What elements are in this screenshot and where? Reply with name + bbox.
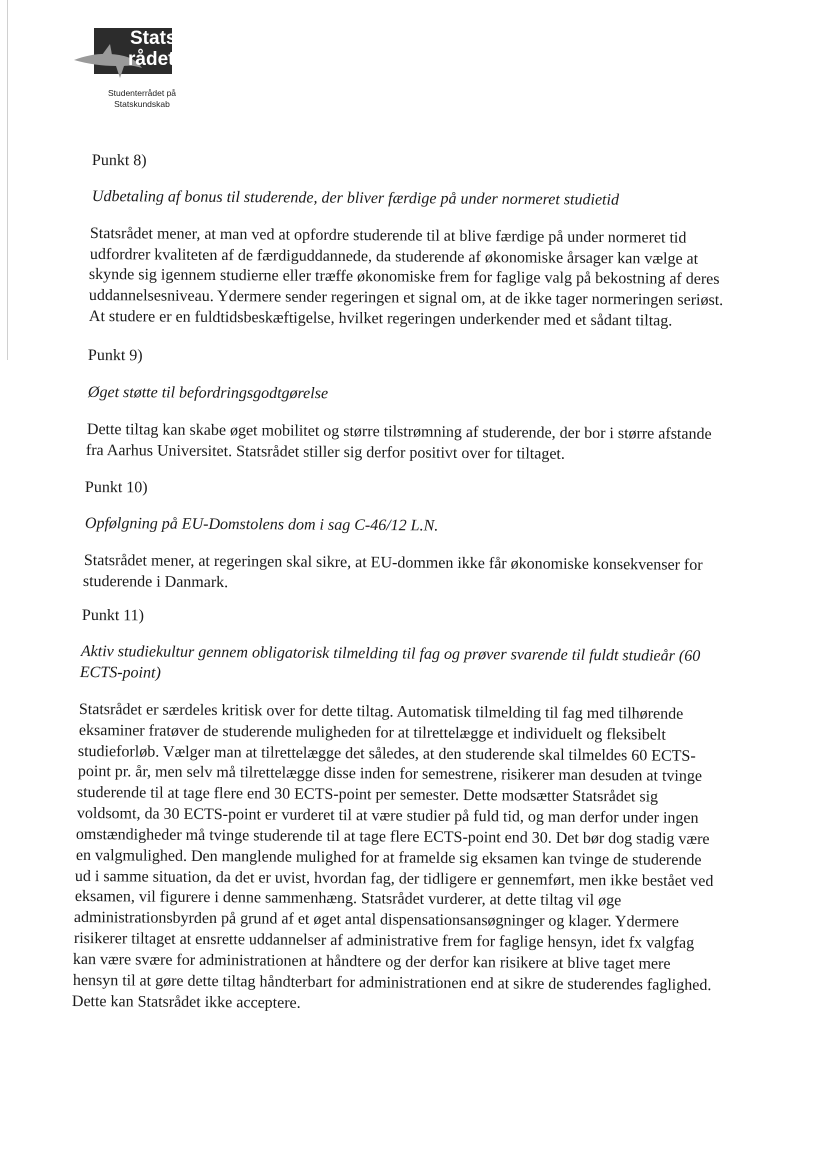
section-title: ECTS-point) (79, 663, 161, 682)
paragraph-line: studerende i Danmark. (82, 572, 229, 592)
paragraph-line: eksaminer fratøver de studerende muligheden for at tilrettelægge et individuelt og fleksibelt (78, 721, 666, 744)
paragraph-line: risikerer tiltaget at ensrette uddannelser af administrative frem for faglige hensyn, idet fx valgfag (73, 929, 695, 952)
paragraph-line: Dette kan Statsrådet ikke acceptere. (71, 992, 301, 1012)
logo-word-raadet: rådet (128, 49, 175, 70)
paragraph-line: skynde sig igennem studierne eller træffe økonomiske frem for faglige valg på bekostning af deres (88, 265, 720, 288)
paragraph-line: point pr. år, men selv må tilrettelægge disse inden for semestrene, risikerer man desuden at tvinge (77, 762, 703, 785)
paragraph-line: kan være svære for administrationen at håndtere og der derfor kan risikere at blive taget mere (72, 950, 671, 973)
logo-word-stats: Stats (130, 28, 177, 49)
paragraph-line: hensyn til at gøre dette tiltag håndterbart for administrationen end at sikre de studerendes faglighed. (72, 971, 712, 995)
section-title: Opfølgning på EU-Domstolens dom i sag C-46/12 L.N. (84, 515, 439, 535)
logo-caption-line: Statskundskab (114, 99, 170, 109)
section-heading: Punkt 10) (84, 479, 148, 497)
section-title: Aktiv studiekultur gennem obligatorisk tilmelding til fag og prøver svarende til fuldt studieår (60 (80, 642, 701, 665)
section-title: Øget støtte til befordringsgodtgørelse (87, 384, 329, 403)
logo-caption-line: Studenterrådet på (107, 88, 177, 98)
paragraph-line: administrationsbyrden på grund af et øget antal dispensationsansøgninger og klager. Ydermere (73, 908, 679, 931)
paragraph-line: udfordrer kvaliteten af de færdiguddannede, da studerende af økonomiske årsager kan vælge at (89, 245, 699, 268)
section-heading: Punkt 8) (91, 151, 147, 170)
section-title: Udbetaling af bonus til studerende, der bliver færdige på under normeret studietid (91, 187, 620, 209)
paragraph-line: ud i samme situation, da det er uvist, hvordan fag, der tidligere er gennemført, men ikke bestået ved (74, 867, 714, 891)
logo-mark (72, 26, 177, 84)
paragraph-line: uddannelsesniveau. Ydermere sender regeringen et signal om, at de ikke tager normeringen seriøst. (88, 286, 724, 309)
section-heading: Punkt 9) (87, 347, 143, 365)
paragraph-line: eksamen, vil figurere i denne sammenhæng. Statsrådet vurderer, at dette tiltag vil øge (74, 887, 622, 910)
statsraadet-logo (72, 26, 202, 118)
paragraph-line: en valgmulighed. Den manglende mulighed for at framelde sig eksamen kan tvinge de studerende (75, 846, 702, 869)
paragraph-line: studerende til at tage flere end 30 ECTS-point per semester. Dette modsætter Statsrådet sig (76, 783, 659, 806)
section-heading: Punkt 11) (81, 607, 145, 625)
paragraph-line: Statsrådet mener, at regeringen skal sikre, at EU-dommen ikke får økonomiske konsekvenser for (83, 551, 703, 574)
paragraph-line: At studere er en fuldtidsbeskæftigelse, hvilket regeringen underkender med et sådant tiltag. (88, 307, 673, 330)
scan-edge (7, 0, 8, 360)
paragraph-line: Statsrådet er særdeles kritisk over for dette tiltag. Automatisk tilmelding til fag med tilhørende (78, 700, 684, 723)
paragraph-line: voldsomt, da 30 ECTS-point er vurderet til at være studier på fuld tid, og man derfor under ingen (76, 804, 699, 827)
paragraph-line: Statsrådet mener, at man ved at opfordre studerende til at blive færdige på under normeret tid (89, 224, 687, 247)
paragraph-line: fra Aarhus Universitet. Statsrådet stiller sig derfor positivt over for tiltaget. (85, 441, 565, 463)
paragraph-line: studieforløb. Vælger man at tilrettelægge det således, at den studerende skal tilmeldes 60 ECTS- (77, 742, 696, 765)
paragraph-line: omstændigheder må tvinge studerende til at tage flere ECTS-point end 30. Det bør dog stadig være (75, 825, 710, 848)
paragraph-line: Dette tiltag kan skabe øget mobilitet og større tilstrømning af studerende, der bor i større afstande (86, 420, 712, 443)
logo-caption (92, 88, 192, 110)
